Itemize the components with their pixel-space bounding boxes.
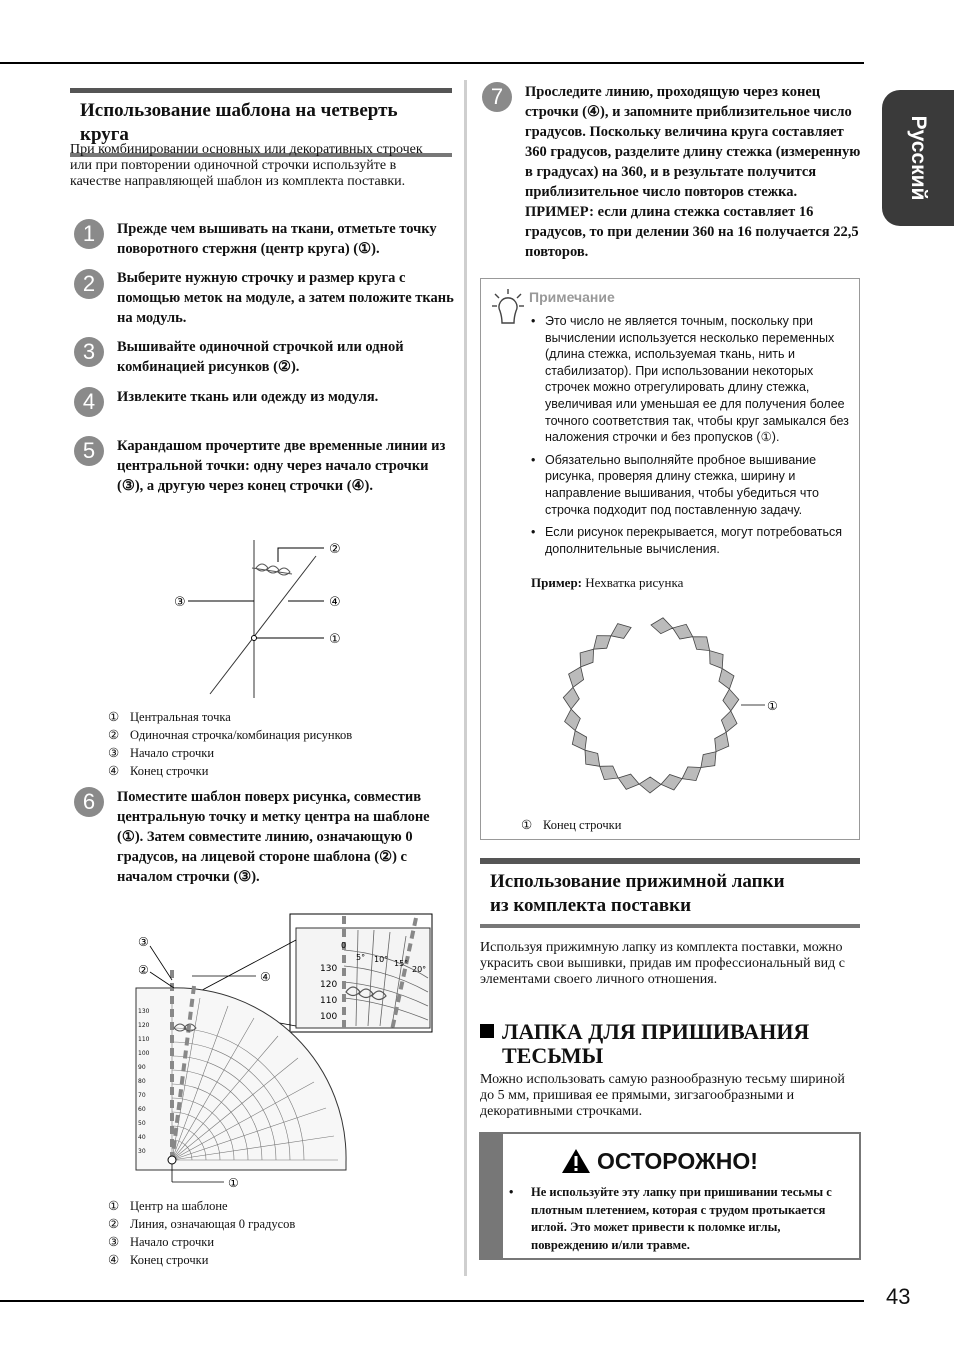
figure-incomplete-circle [561, 609, 781, 809]
legend-item: ② Линия, означающая 0 градусов [108, 1217, 296, 1231]
step-3-number: 3 [74, 337, 104, 367]
callout-4: ④ [329, 595, 341, 610]
callout-3: ③ [138, 935, 149, 949]
inset-degree-20: 20° [412, 965, 427, 974]
language-tab [882, 90, 954, 226]
figure-temporary-lines [170, 534, 360, 704]
scale-label: 70 [138, 1092, 146, 1099]
legend-item: ① Центральная точка [108, 710, 231, 724]
braiding-foot-heading [502, 1020, 862, 1068]
scale-label: 110 [138, 1036, 150, 1043]
inset-tick-110: 110 [320, 996, 338, 1006]
note-legend: ① Конец строчки [521, 818, 622, 832]
warning-triangle-icon [561, 1148, 591, 1174]
stitch-ring [563, 618, 739, 793]
step-6-text: Поместите шаблон поверх рисунка, совместив центральную точку и метку центра на шаблоне (①). Затем совместите линию, означающую 0 градусов, на лицевой стороне шаблона (②) с началом строчки (③). [117, 789, 430, 885]
callout-1: ① [228, 1176, 239, 1190]
scale-label: 130 [138, 1008, 150, 1015]
caution-item: • Не используйте эту лапку при пришивании тесьмы с плотным плетением, которая с трудом протыкается иглой. Это может привести к поломке иглы, повреждению и/или травме. [509, 1184, 849, 1254]
example-line [531, 575, 683, 591]
scale-label: 120 [138, 1022, 150, 1029]
step-7-text: Проследите линию, проходящую через конец строчки (④), и запомните приблизительное число градусов. Поскольку величина круга составляет 360 градусов, разделите длину стежка (измеренную в градусах) на 360, и в результате получится приблизительное число повторов стежка. ПРИМЕР: если длина стежка составляет 16 градусов, то при делении 360 на 16 получается 22,5 повторов. [525, 84, 861, 260]
figure1-legend [108, 708, 448, 780]
stitch-pattern-icon [252, 564, 292, 575]
callout-1: ① [329, 632, 341, 647]
step-6-number: 6 [74, 787, 104, 817]
legend-item: ④ Конец строчки [108, 764, 209, 778]
scale-label: 100 [138, 1050, 150, 1057]
note-box [480, 278, 860, 840]
note-title: Примечание [529, 289, 615, 305]
caution-box [479, 1132, 861, 1260]
note-list [531, 313, 851, 563]
center-point [252, 636, 257, 641]
scale-label: 90 [138, 1064, 146, 1071]
inset-tick-120: 120 [320, 980, 338, 990]
inset-degree-5: 5° [356, 953, 366, 962]
legend-item: ④ Конец строчки [108, 1253, 209, 1267]
step-1-text: Прежде чем вышивать на ткани, отметьте точку поворотного стержня (центр круга) (①). [117, 221, 437, 257]
step-2-number: 2 [74, 269, 104, 299]
inset-degree-15: 15° [394, 959, 409, 968]
end-line [210, 556, 316, 694]
column-divider [464, 80, 467, 1276]
inset-tick-130: 130 [320, 964, 338, 974]
callout-3: ③ [174, 595, 186, 610]
example-text: Нехватка рисунка [585, 575, 684, 590]
scale-label: 40 [138, 1134, 146, 1141]
step-2-text: Выберите нужную строчку и размер круга с помощью меток на модуле, а затем положите ткань на модуль. [117, 270, 454, 326]
caution-title: ОСТОРОЖНО! [597, 1148, 758, 1174]
top-rule [0, 62, 864, 64]
scale-label: 60 [138, 1106, 146, 1113]
step-5-number: 5 [74, 436, 104, 466]
figure2-legend [108, 1197, 448, 1269]
note-item: • Если рисунок перекрывается, могут потребоваться дополнительные вычисления. [531, 524, 851, 557]
scale-label: 30 [138, 1148, 146, 1155]
section2-title-line1: Использование прижимной лапки [490, 871, 785, 892]
step-4-number: 4 [74, 387, 104, 417]
legend-item: ③ Начало строчки [108, 1235, 215, 1249]
inset-degree-0: 0 [341, 941, 347, 950]
step-1-number: 1 [74, 219, 104, 249]
callout-2: ② [138, 963, 149, 977]
legend-item: ③ Начало строчки [108, 746, 215, 760]
scale-label: 80 [138, 1078, 146, 1085]
square-bullet-icon [480, 1024, 494, 1038]
braiding-foot-paragraph: Можно использовать самую разнообразную тесьму шириной до 5 мм, пришивая ее прямыми, зигзагообразными и декоративными строчками. [480, 1072, 845, 1119]
callout-2: ② [329, 542, 341, 557]
heading-line1: ЛАПКА ДЛЯ ПРИШИВАНИЯ [502, 1019, 810, 1044]
step-4-text: Извлеките ткань или одежду из модуля. [117, 389, 379, 405]
figure-quarter-circle-template [130, 910, 436, 1195]
callout-4: ④ [260, 970, 271, 984]
legend-item: ① Центр на шаблоне [108, 1199, 228, 1213]
step-7-number: 7 [482, 82, 512, 112]
step-3-text: Вышивайте одиночной строчкой или одной комбинацией рисунков (②). [117, 339, 404, 375]
callout-1: ① [767, 699, 778, 713]
note-item: • Обязательно выполняйте пробное вышивание рисунка, проверяя длину стежка, ширину и направление вышивания, чтобы убедиться что строчка подходит под поставленную задачу. [531, 452, 851, 518]
legend-item: ② Одиночная строчка/комбинация рисунков [108, 728, 353, 742]
section2-paragraph: Используя прижимную лапку из комплекта поставки, можно украсить свои вышивки, придав им профессиональный вид с элементами своего личного отношения. [480, 940, 845, 987]
example-label: Пример: [531, 575, 583, 590]
bottom-rule [0, 1300, 864, 1302]
caution-text: Не используйте эту лапку при пришивании тесьмы с плотным плетением, которая с трудом протыкается иглой. Это может привести к поломке иглы, повреждению и/или травме. [531, 1185, 832, 1252]
note-item: • Это число не является точным, поскольку при вычислении используется несколько переменных (длина стежка, используемая ткань, нить и стабилизатор). При использовании некоторых строчек можно отрегулировать длину стежка, увеличивая или уменьшая ее для получения более точного соответствия так, чтобы круг замыкался без наложения строчки и без пропусков (①). [531, 313, 851, 446]
section-title-presser-foot [480, 858, 860, 928]
section-title-quarter-circle: Использование шаблона на четверть круга [70, 88, 452, 157]
stitch-ring-shape [563, 618, 739, 793]
page-number: 43 [886, 1284, 911, 1309]
inset-degree-10: 10° [374, 955, 389, 964]
template-center-mark [168, 1156, 176, 1164]
lightbulb-icon [491, 287, 525, 331]
inset-tick-100: 100 [320, 1012, 338, 1022]
language-tab-label: Русский [907, 115, 930, 201]
scale-label: 50 [138, 1120, 146, 1127]
heading-line2: ТЕСЬМЫ [502, 1043, 604, 1068]
section2-title-line2: из комплекта поставки [490, 895, 692, 916]
caution-stripe [481, 1134, 503, 1258]
intro-paragraph: При комбинировании основных или декоративных строчек или при повторении одиночной строчки используйте в качестве направляющей шаблон из комплекта поставки. [70, 142, 423, 189]
step-5-text: Карандашом прочертите две временные линии из центральной точки: одну через начало строчки (③), а другую через конец строчки (④). [117, 438, 446, 494]
